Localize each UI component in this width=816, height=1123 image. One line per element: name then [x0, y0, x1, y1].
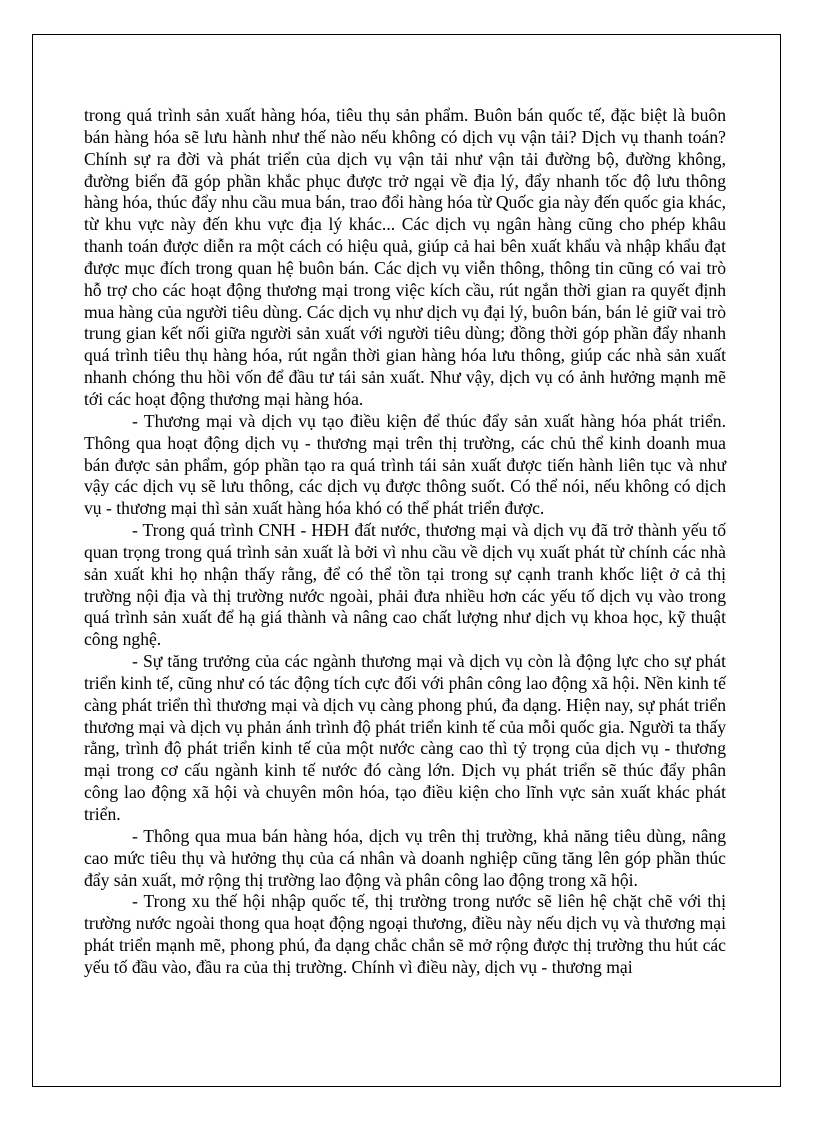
paragraph-3: - Trong quá trình CNH - HĐH đất nước, thương mại và dịch vụ đã trở thành yếu tố quan trọng trong quá trình sản xuất là bởi vì nhu cầu về dịch vụ xuất phát từ chính các nhà sản xuất khi họ nhận thấy rằng, để có thể tồn tại trong sự cạnh tranh khốc liệt ở cả thị trường nội địa và thị trường nước ngoài, phải đưa nhiều hơn các yếu tố dịch vụ vào trong quá trình sản xuất để hạ giá thành và nâng cao chất lượng như dịch vụ khoa học, kỹ thuật công nghệ.	[84, 520, 726, 650]
paragraph-1: trong quá trình sản xuất hàng hóa, tiêu thụ sản phẩm. Buôn bán quốc tế, đặc biệt là buôn bán hàng hóa sẽ lưu hành như thế nào nếu không có dịch vụ vận tải? Dịch vụ thanh toán? Chính sự ra đời và phát triển của dịch vụ vận tải như vận tải đường bộ, đường không, đường biển đã góp phần khắc phục được trở ngại về địa lý, đẩy nhanh tốc độ lưu thông hàng hóa, thúc đẩy nhu cầu mua bán, trao đổi hàng hóa từ Quốc gia này đến quốc gia khác, từ khu vực này đến khu vực địa lý khác... Các dịch vụ ngân hàng cũng cho phép khâu thanh toán được diễn ra một cách có hiệu quả, giúp cả hai bên xuất khẩu và nhập khẩu đạt được mục đích trong quan hệ buôn bán. Các dịch vụ viễn thông, thông tin cũng có vai trò hỗ trợ cho các hoạt động thương mại trong việc kích cầu, rút ngắn thời gian ra quyết định mua hàng của người tiêu dùng. Các dịch vụ như dịch vụ đại lý, buôn bán, bán lẻ giữ vai trò trung gian kết nối giữa người sản xuất với người tiêu dùng; đồng thời góp phần đẩy nhanh quá trình tiêu thụ hàng hóa, rút ngắn thời gian hàng hóa lưu thông, giúp các nhà sản xuất nhanh chóng thu hồi vốn để đầu tư tái sản xuất. Như vậy, dịch vụ có ảnh hưởng mạnh mẽ tới các hoạt động thương mại hàng hóa.	[84, 105, 726, 409]
paragraph-4: - Sự tăng trưởng của các ngành thương mại và dịch vụ còn là động lực cho sự phát triển kinh tế, cũng như có tác động tích cực đối với phân công lao động xã hội. Nền kinh tế càng phát triển thì thương mại và dịch vụ càng phong phú, đa dạng. Hiện nay, sự phát triển thương mại và dịch vụ phản ánh trình độ phát triển kinh tế của mỗi quốc gia. Người ta thấy rằng, trình độ phát triển kinh tế của một nước càng cao thì tỷ trọng của dịch vụ - thương mại trong cơ cấu ngành kinh tế nước đó càng lớn. Dịch vụ phát triển sẽ thúc đẩy phân công lao động xã hội và chuyên môn hóa, tạo điều kiện cho lĩnh vực sản xuất khác phát triển.	[84, 651, 726, 824]
paragraph-6: - Trong xu thế hội nhập quốc tế, thị trường trong nước sẽ liên hệ chặt chẽ với thị trường nước ngoài thong qua hoạt động ngoại thương, điều này nếu dịch vụ và thương mại phát triển mạnh mẽ, phong phú, đa dạng chắc chắn sẽ mở rộng được thị trường thu hút các yếu tố đầu vào, đầu ra của thị trường. Chính vì điều này, dịch vụ - thương mại	[84, 891, 726, 977]
paragraph-5: - Thông qua mua bán hàng hóa, dịch vụ trên thị trường, khả năng tiêu dùng, nâng cao mức tiêu thụ và hưởng thụ của cá nhân và doanh nghiệp cũng tăng lên góp phần thúc đẩy sản xuất, mở rộng thị trường lao động và phân công lao động trong xã hội.	[84, 825, 726, 890]
paragraph-2: - Thương mại và dịch vụ tạo điều kiện để thúc đẩy sản xuất hàng hóa phát triển. Thông qua hoạt động dịch vụ - thương mại trên thị trường, các chủ thể kinh doanh mua bán được sản phẩm, góp phần tạo ra quá trình tái sản xuất được tiến hành liên tục và như vậy các dịch vụ sẽ lưu thông, các dịch vụ được thông suốt. Có thể nói, nếu không có dịch vụ - thương mại thì sản xuất hàng hóa khó có thể phát triển được.	[84, 410, 726, 519]
document-body	[84, 105, 726, 979]
